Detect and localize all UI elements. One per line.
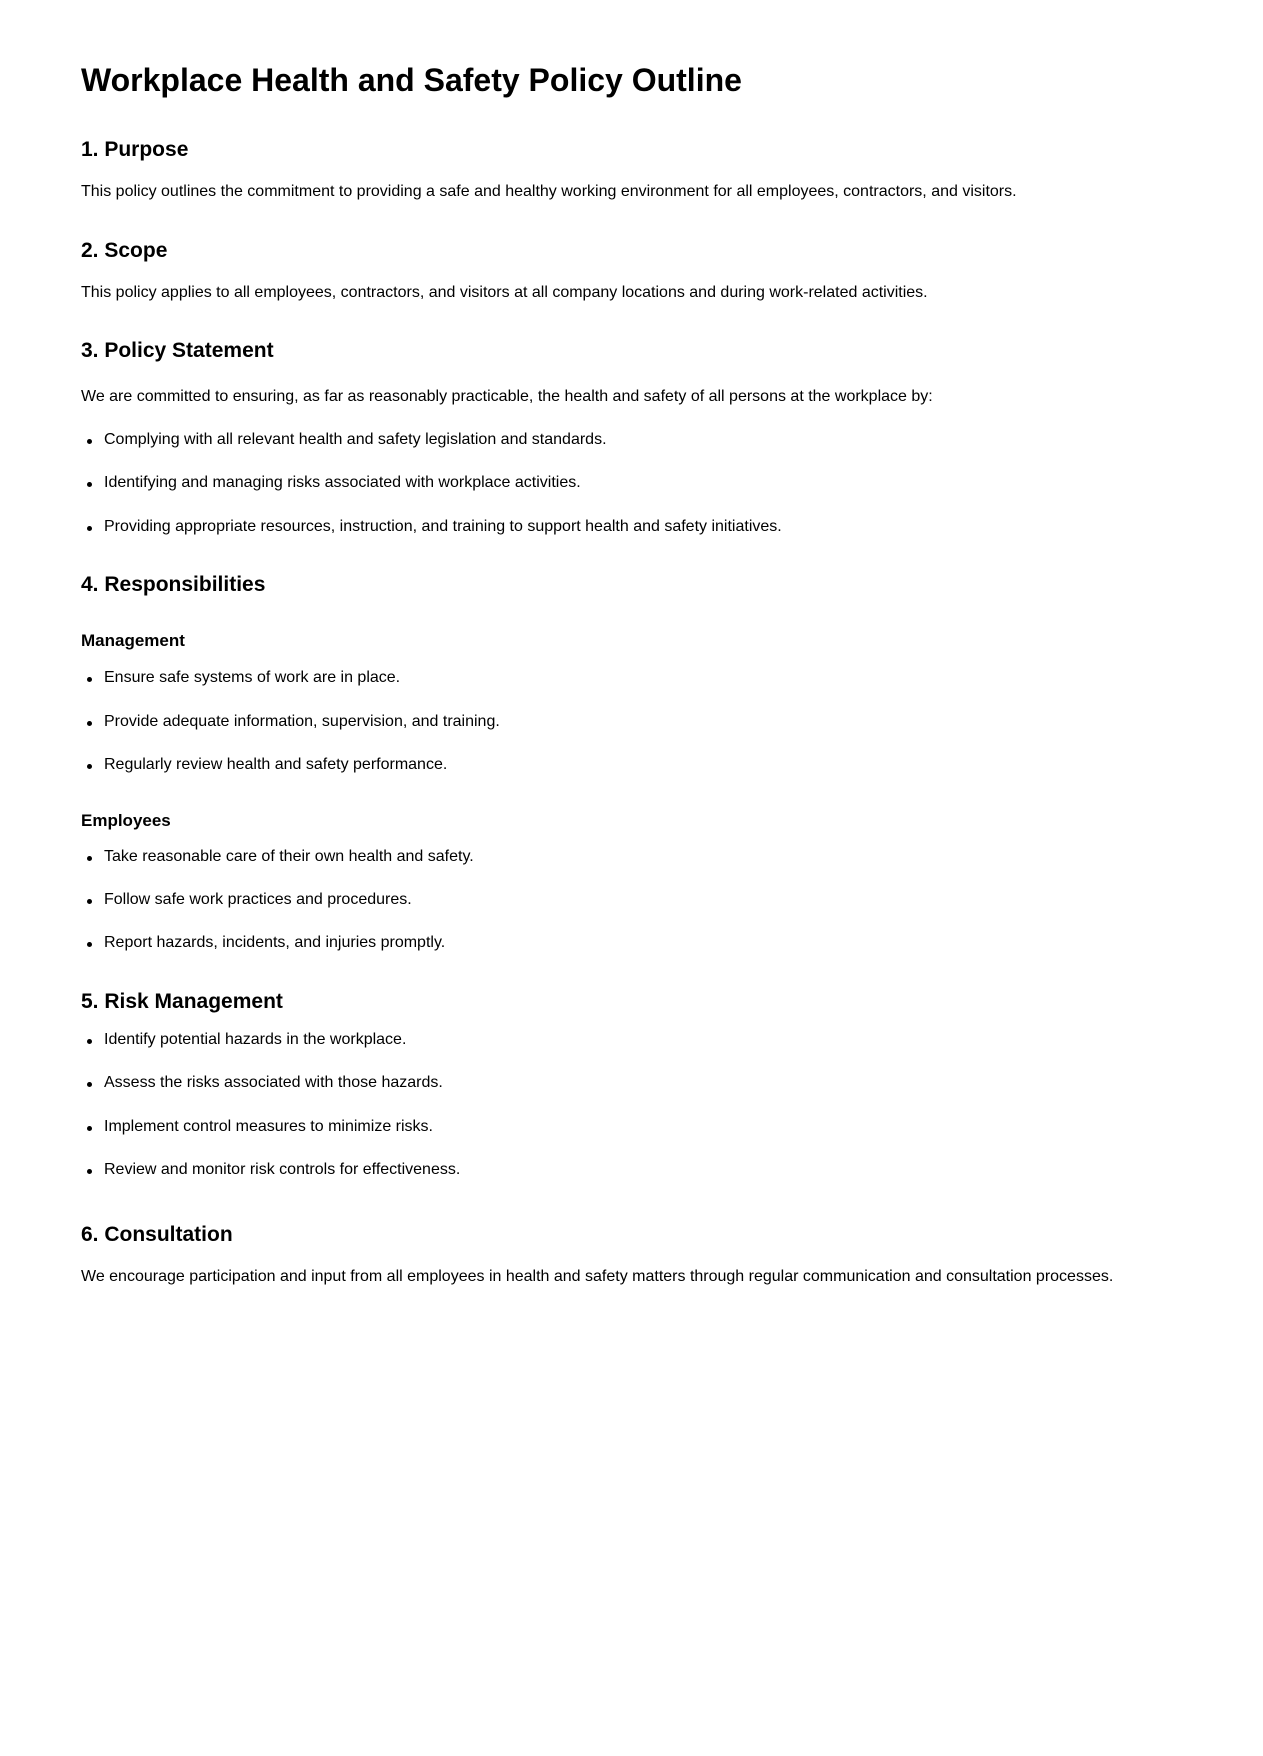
list-item <box>104 890 412 910</box>
bullet-icon <box>87 856 92 861</box>
list-item-text: Complying with all relevant health and safety legislation and standards. <box>104 431 607 448</box>
bullet-icon <box>87 721 92 726</box>
list-item <box>104 517 782 537</box>
section-paragraph: This policy outlines the commitment to providing a safe and healthy working environment for all employees, contractors, and visitors. <box>81 183 1017 200</box>
bullet-icon <box>87 1082 92 1087</box>
list-item-text: Ensure safe systems of work are in place. <box>104 669 401 686</box>
subsection-heading: Employees <box>81 811 171 830</box>
list-item <box>104 430 607 450</box>
list-item-text: Assess the risks associated with those hazards. <box>104 1074 443 1091</box>
list-item <box>104 668 400 688</box>
bullet-icon <box>87 526 92 531</box>
list-item <box>104 1030 406 1050</box>
list-item <box>104 1160 460 1180</box>
list-item-text: Providing appropriate resources, instruction, and training to support health and safety initiatives. <box>104 518 782 535</box>
section-heading: 5. Risk Management <box>81 990 283 1013</box>
list-item <box>104 933 445 953</box>
list-item <box>104 473 581 493</box>
bullet-icon <box>87 1169 92 1174</box>
list-item-text: Implement control measures to minimize risks. <box>104 1118 433 1135</box>
bullet-icon <box>87 677 92 682</box>
list-item-text: Provide adequate information, supervision, and training. <box>104 713 500 730</box>
section-heading: 2. Scope <box>81 239 168 262</box>
list-item-text: Take reasonable care of their own health and safety. <box>104 848 474 865</box>
subsection-heading: Management <box>81 631 185 650</box>
list-item <box>104 712 500 732</box>
bullet-icon <box>87 942 92 947</box>
list-item <box>104 1117 433 1137</box>
list-item-text: Review and monitor risk controls for effectiveness. <box>104 1161 461 1178</box>
list-item-text: Report hazards, incidents, and injuries promptly. <box>104 934 446 951</box>
section-heading: 6. Consultation <box>81 1223 233 1246</box>
bullet-icon <box>87 1039 92 1044</box>
section-heading: 1. Purpose <box>81 138 189 161</box>
list-item-text: Identify potential hazards in the workplace. <box>104 1031 407 1048</box>
bullet-icon <box>87 439 92 444</box>
section-paragraph: We are committed to ensuring, as far as reasonably practicable, the health and safety of all persons at the workplace by: <box>81 388 933 405</box>
list-item <box>104 847 474 867</box>
bullet-icon <box>87 482 92 487</box>
page-title: Workplace Health and Safety Policy Outline <box>81 62 742 98</box>
bullet-icon <box>87 1126 92 1131</box>
list-item <box>104 755 447 775</box>
section-heading: 4. Responsibilities <box>81 573 266 596</box>
bullet-icon <box>87 764 92 769</box>
list-item <box>104 1073 443 1093</box>
section-paragraph: This policy applies to all employees, contractors, and visitors at all company locations and during work-related activities. <box>81 284 928 301</box>
list-item-text: Follow safe work practices and procedures. <box>104 891 412 908</box>
section-paragraph: We encourage participation and input from all employees in health and safety matters through regular communication and consultation processes. <box>81 1268 1114 1285</box>
list-item-text: Regularly review health and safety performance. <box>104 756 448 773</box>
bullet-icon <box>87 899 92 904</box>
section-heading: 3. Policy Statement <box>81 339 274 362</box>
list-item-text: Identifying and managing risks associated with workplace activities. <box>104 474 581 491</box>
